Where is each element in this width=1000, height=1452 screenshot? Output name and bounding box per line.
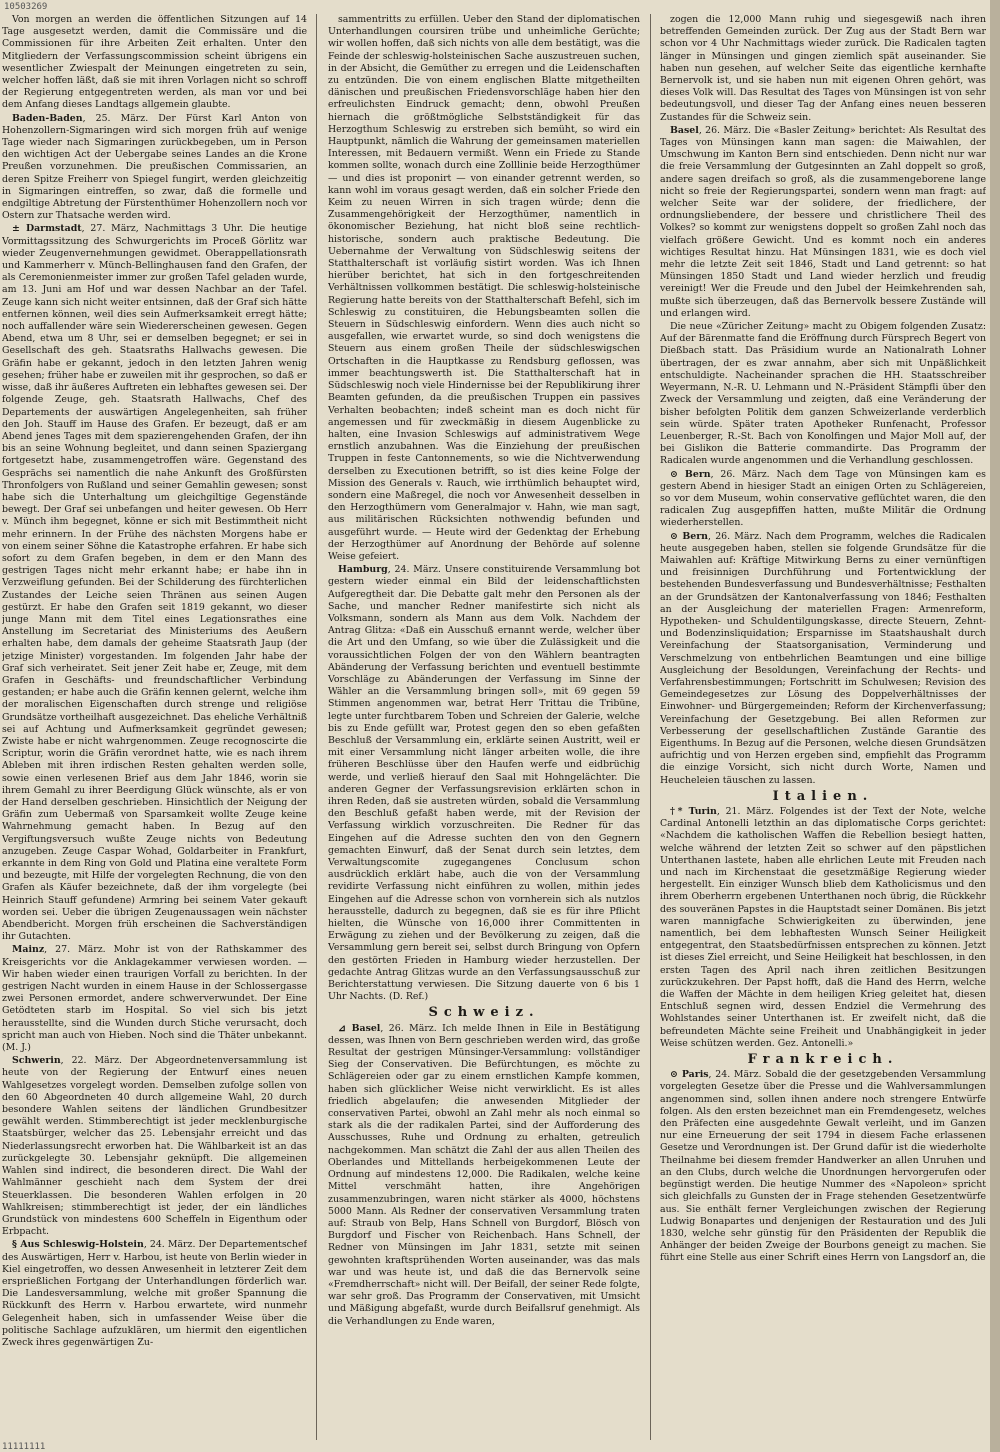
article-dateline: †* Turin	[670, 806, 717, 817]
article-text: , 24. März. Sobald die der gesetzgebenden Versammlung vorgelegten Gesetze über die Presse und die Wahlversammlungen angenommen sind, sollen ihnen andere noch strengere Entwürfe folgen. Als den ersten bezeichnet man ein Fremdengesetz, welches den Präfecten eine ausgedehnte Gewalt verleiht, und im Ganzen nur eine Erneuerung der seit 1794 in diesem Fache erlassenen Gesetze und Verordnungen ist. Der Grund dafür ist die wiederholte Theilnahme bei diesem fremder Handwerker an allen Unruhen und an den Clubs, durch welche die Unordnungen hervorgerufen oder begünstigt werden. Die heutige Nummer des «Napoleon» spricht sich gleichfalls zu Gunsten der in Frage stehenden Gesetzentwürfe aus. Sie enthält ferner Vergleichungen zwischen der Regierung Ludwig Bonapartes und denjenigen der Restauration und des Juli 1830, welche sehr günstig für den Präsidenten der Republik die Anhänger der beiden Zweige der Bourbons geneigt zu machen. Sie führt eine Stelle aus einer Schrift eines Herrn von Langsdorf an, die	[660, 1069, 986, 1264]
column-3	[660, 14, 986, 1440]
article-paragraph	[2, 14, 307, 112]
article-text: Die neue «Züricher Zeitung» macht zu Obigem folgenden Zusatz: Auf der Bärenmatte fand die Eröffnung durch Fürsprech Begert von Dießbach statt. Das Präsidium wurde an Nationalrath Lohner übertragen, der es zwar annahm, aber sich mit Unpäßlichkeit entschuldigte. Nacheinander sprachen die HH. Staatsschreiber Weyermann, N.-R. U. Lehmann und N.-Präsident Stämpfli über den Zweck der Versammlung und zeigten, daß eine Veränderung der bisher befolgten Politik dem ganzen Schweizerlande verderblich sein würde. Später traten Apotheker Runfenacht, Professor Leuenberger, R.-St. Bach von Konolfingen und Major Moll auf, der bei Gislikon die Batterie commandirte. Das Programm der Radicalen wurde angenommen und die Verhandlung geschlossen.	[660, 321, 986, 467]
article-text: , 24. März. Unsere constituirende Versammlung bot gestern wieder einmal ein Bild der leidenschaftlichsten Aufgeregtheit dar. Die Debatte galt mehr den Personen als der Sache, und mancher Redner manifestirte sich nicht als Volksmann, sondern als Mann aus dem Volk. Nachdem der Antrag Glitza: «Daß ein Ausschuß ernannt werde, welcher über die Art und den Umfang, so wie über die Zulässigkeit und die voraussichtlichen Folgen der von den Wählern beantragten Abänderung der Verfassung berichten und eventuell bestimmte Vorschläge zu Abänderungen der Verfassung im Sinne der Wähler an die Versammlung bringen soll», mit 69 gegen 59 Stimmen angenommen war, betrat Herr Trittau die Tribüne, legte unter furchtbarem Toben und Schreien der Galerie, welche bis zu Ende gefüllt war, Protest gegen den so eben gefaßten Beschluß der Versammlung ein, erklärte seinen Austritt, weil er mit einer Versammlung nicht länger arbeiten wolle, die ihre früheren Beschlüsse über den Haufen werfe und eidbrüchig werde, und verließ hierauf den Saal mit Hohngelächter. Die anderen Gegner der Verfassungsrevision erklärten schon in ihren Reden, daß sie austreten würden, sobald die Versammlung den Beschluß gefaßt haben werde, mit der Revision der Verfassung wirklich vorzuschreiten. Die Redner für das Eingehen auf die Adresse suchten den von den Gegnern gemachten Einwurf, daß der Senat durch sein letztes, dem Verwaltungscomite zugegangenes Conclusum schon ausdrücklich erklärt habe, auch die von der Versammlung revidirte Verfassung nicht einführen zu wollen, mithin jedes Eingehen auf die Adresse schon von vornherein sich als nutzlos herausstelle, dadurch zu begegnen, daß sie es für ihre Pflicht hielten, die Wünsche von 16,000 ihrer Committenten in Erwägung zu ziehen und der Bevölkerung zu zeigen, daß die Versammlung gern bereit sei, selbst durch Bringung von Opfern den gestörten Frieden in Hamburg wieder herzustellen. Der gedachte Antrag Glitzas wurde an den Verfassungsausschuß zur Berichterstattung verwiesen. Die Sitzung dauerte von 6 bis 1 Uhr Nachts. (D. Ref.)	[328, 564, 640, 1003]
article-dateline: Basel	[670, 124, 699, 136]
article-paragraph	[660, 125, 986, 320]
article-paragraph	[2, 1239, 307, 1349]
column-2	[328, 14, 640, 1440]
article-dateline: ⊙ Bern	[670, 468, 711, 480]
article-text: Von morgen an werden die öffentlichen Sitzungen auf 14 Tage ausgesetzt werden, damit die Commissäre und die Commissionen für ihre Arbeiten Zeit erhalten. Unter den Mitgliedern der Verfassungscommission scheint übrigens ein wesentlicher Zwiespalt der Meinungen eingetreten zu sein, welcher hoffen läßt, daß sie mit ihren Vorlagen nicht so schroff der Regierung entgegentreten werden, als man vor und bei dem Anfang dieses Landtags allgemein glaubte.	[2, 14, 307, 111]
article-text: , 26. März. Nach dem Programm, welches die Radicalen heute ausgegeben haben, stellen sie folgende Grundsätze für die Maiwahlen auf: Kräftige Mitwirkung Berns zu einer vernünftigen und freisinnigen Durchführung und Fortentwicklung der bestehenden Bundesverfassung und Bundesverhältnisse; Festhalten an der Grundsätzen der Kantonalverfassung von 1846; Festhalten an der Ausgleichung der materiellen Fragen: Armenreform, Hypotheken- und Schuldentilgungskasse, directe Steuern, Zehnt- und Bodenzinsliquidation; Ersparnisse im Staatshaushalt durch Vereinfachung der Staatsorganisation, Verminderung und Verschmelzung von entbehrlichen Beamtungen und eine billige Ausgleichung der Besoldungen, Vereinfachung der Rechts- und Verfahrensbestimmungen; Fortschritt im Schulwesen; Revision des Gemeindegesetzes zur Lösung des Doppelverhältnisses der Einwohner- und Bürgergemeinden; Reform der Kirchenverfassung; Vereinfachung der Gesetzgebung. Bei allen Reformen zur Verbesserung der gesellschaftlichen Zustände Garantie des Eigenthums. In Bezug auf die Personen, welche diesen Grundsätzen aufrichtig und von Herzen ergeben sind, empfiehlt das Programm die einzige Vorsicht, sich nicht durch Worte, Namen und Heucheleien täuschen zu lassen.	[660, 530, 986, 786]
article-paragraph	[660, 14, 986, 124]
article-dateline: Mainz	[12, 944, 45, 956]
article-dateline: Schwerin	[12, 1055, 61, 1067]
article-text: , 26. März. Nach dem Tage von Münsingen kam es gestern Abend in hiesiger Stadt an einigen Orten zu Schlägereien, so vor dem Museum, wohin conservative geflüchtet waren, die den radicalen Zug ausgepfiffen hatten, mußte Militär die Ordnung wiederherstellen.	[660, 468, 986, 529]
article-text: , 26. März. Ich melde Ihnen in Eile in Bestätigung dessen, was Ihnen von Bern geschrieben werden wird, das große Resultat der gestrigen Münsinger-Versammlung: vollständiger Sieg der Conservativen. Die Befürchtungen, es möchte zu Schlägereien oder gar zu einem ernstlichen Kampfe kommen, haben sich glücklicher Weise nicht verwirklicht. Es ist alles friedlich abgelaufen; die anwesenden Mitglieder der conservativen Partei, obwohl an Zahl mehr als noch einmal so stark als die der radikalen Partei, sind der Aufforderung des Ausschusses, Ruhe und Ordnung zu erhalten, getreulich nachgekommen. Man schätzt die Zahl der aus allen Theilen des Oberlandes und Mittellands herbeigekommenen Leute der Ordnung auf mindestens 12,000. Die Radikalen, welche keine Mittel verschmäht hatten, ihre Angehörigen zusammenzubringen, waren nicht stärker als 4000, höchstens 5000 Mann. Als Redner der conservativen Versammlung traten auf: Straub von Belp, Hans Schnell von Burgdorf, Blösch von Burgdorf und Fischer von Reichenbach. Hans Schnell, der Redner von Münsingen im Jahr 1831, setzte mit seinen gewohnten kraftsprühenden Worten auseinander, was das mals war und was heute ist, und daß die das Bernervolk seine «Fremdherrschaft» nicht will. Der Beifall, der seiner Rede folgte, war sehr groß. Das Programm der Conservativen, mit Umsicht und Mäßigung abgefaßt, wurde durch Beifallsruf genehmigt. Als die Verhandlungen zu Ende waren,	[328, 1022, 640, 1327]
article-text: sammentritts zu erfüllen. Ueber den Stand der diplomatischen Unterhandlungen coursiren trübe und unheimliche Gerüchte; wir wollen hoffen, daß sich nichts von alle dem bestätigt, was die Feinde der schleswig-holsteinischen Sache auszustreuen suchen, in der Absicht, die Gemüther zu erregen und die Leidenschaften zu entzünden. Die von einem englischen Blatte mitgetheilten dänischen und preußischen Friedensvorschläge haben hier den erfreulichsten Eindruck gemacht; denn, obwohl Preußen hiernach die größtmögliche Selbstständigkeit für das Herzogthum Schleswig zu erstreben sich bemüht, so wird ein Hauptpunkt, nämlich die Wahrung der gemeinsamen materiellen Interessen, mit Bedauern vermißt. Wenn ein Friede zu Stande kommen sollte, wonach durch eine Zolllinie beide Herzogthümer — und dies ist proponirt — von einander getrennt werden, so kann wohl im voraus gesagt werden, daß ein solcher Friede den Keim zu neuen Wirren in sich tragen würde; denn die Zusammengehörigkeit der Herzogthümer, namentlich in ökonomischer Beziehung, hat nicht bloß seine rechtlich-historische, sondern auch praktische Bedeutung. Die Uebernahme der Verwaltung von Südschleswig seitens der Statthalterschaft ist vorläufig sistirt worden. Was ich Ihnen hierüber berichtet, hat sich in den fortgeschreitenden Verhältnissen vollkommen bestätigt. Die schleswig-holsteinische Regierung hatte bereits von der Statthalterschaft Befehl, sich im Schleswig zu constituiren, die Hebungsbeamten sollen die Steuern in Südschleswig einfordern. Wenn dies auch nicht so ausgefallen, wie erwartet wurde, so sind doch wenigstens die Steuern aus einem großen Theile der südschleswigschen Ortschaften in die Hauptkasse zu Rendsburg geflossen, was immer beachtungswerth ist. Die Statthalterschaft hat in Südschleswig noch viele Hindernisse bei der Republikirung ihrer Beamten gefunden, da die preußischen Truppen ein passives Verhalten beobachten; indeß scheint man es doch nicht für angemessen und für zweckmäßig in diesem Augenblicke zu halten, eine Invasion Schleswigs auf administrativem Wege ernstlich anzubahnen. Was die Einziehung der preußischen Truppen in feste Cantonnements, so wie die Nichtverwendung derselben zu Executionen betrifft, so ist dies keine Folge der Mission des Generals v. Rauch, wie irrthümlich behauptet wird, sondern eine Maßregel, die noch vor Anwesenheit desselben in den Herzogthümern vom Generalmajor v. Hahn, wie man sagt, aus militärischen Rücksichten nothwendig befunden und ausgeführt wurde. — Heute wird der Gedenktag der Erhebung der Herzogthümer auf Anordnung der Behörde auf solenne Weise gefeiert.	[328, 14, 640, 562]
section-heading: Italien.	[772, 788, 874, 804]
article-dateline: Hamburg	[338, 564, 388, 576]
page-id: 10503269	[4, 2, 48, 12]
column-divider	[650, 14, 651, 1440]
article-dateline: ⊿ Basel	[338, 1022, 381, 1034]
article-text: , 24. März. Der Departementschef des Auswärtigen, Herr v. Harbou, ist heute von Berlin wieder in Kiel eingetroffen, wo dessen Anwesenheit in letzterer Zeit dem ersprießlichen Fortgang der Unterhandlungen förderlich war. Die Landesversammlung, welche mit großer Spannung die Rückkunft des Herrn v. Harbou erwartete, wird nunmehr Gelegenheit haben, sich in umfassender Weise über die politische Sachlage aufzuklären, um hiermit den eigentlichen Zweck ihres gegenwärtigen Zu-	[2, 1239, 307, 1348]
article-dateline: ± Darmstadt	[12, 223, 82, 235]
section-heading: Frankreich.	[747, 1052, 899, 1068]
article-paragraph	[328, 1023, 640, 1328]
article-text: zogen die 12,000 Mann ruhig und siegesgewiß nach ihren betreffenden Gemeinden zurück. Der Zug aus der Stadt Bern war schon vor 4 Uhr Nachmittags wieder zurück. Die Radicalen tagten länger in Münsingen und gingen ziemlich spät auseinander. Sie haben nun gesehen, auf welcher Seite das eigentliche kernhafte Bernervolk ist, und sie haben nun mit eigenen Ohren gehört, was dieses Volk will. Das Resultat des Tages von Münsingen ist von sehr bedeutungsvoll, und dieser Tag der Anfang eines neuen besseren Zustandes für die Schweiz sein.	[660, 14, 986, 123]
article-dateline: ⊙ Paris	[670, 1069, 709, 1081]
article-dateline: ⊙ Bern	[670, 530, 708, 542]
article-text: , 21. März. Folgendes ist der Text der Note, welche Cardinal Antonelli letzthin an das diplomatische Corps gerichtet: «Nachdem die katholischen Waffen die Rebellion besiegt hatten, welche während der letzten Zeit so schwer auf den päpstlichen Unterthanen lastete, haben alle ehrlichen Leute mit Freuden nach und nach im Kirchenstaat die gesetzmäßige Regierung wieder hergestellt. Ein einziger Wunsch blieb dem Katholicismus und den ihrem Oberherrn ergebenen Unterthanen noch übrig, die Rückkehr des souveränen Papstes in die Hauptstadt seiner Domänen. Bis jetzt waren mannigfache Schwierigkeiten zu überwinden, jene namentlich, bei dem lebhaftesten Wunsch Seiner Heiligkeit entgegentrat, den Staatsbedürfnissen entsprechen zu können. Jetzt ist dieses Ziel erreicht, und Seine Heiligkeit hat beschlossen, in den ersten Tagen des April nach ihren zeitlichen Besitzungen zurückzukehren. Der Papst hofft, daß die Hand des Herrn, welche die Waffen der Mächte in dem heiligen Krieg geleitet hat, diesen Entschluß segnen wird, dessen Endziel die Vermehrung des Wohlstandes seiner Unterthanen ist. Er zweifelt nicht, daß die befreundeten Mächte seine Freiheit und Unabhängigkeit in jeder Weise schützen werden. Gez. Antonelli.»	[660, 806, 986, 1049]
section-heading: Schweiz.	[428, 1005, 540, 1021]
article-dateline: § Aus Schleswig-Holstein	[12, 1239, 144, 1251]
article-paragraph	[660, 469, 986, 530]
article-paragraph	[660, 321, 986, 467]
article-paragraph	[328, 564, 640, 1003]
article-paragraph	[660, 806, 986, 1050]
article-text: , 27. März, Nachmittags 3 Uhr. Die heutige Vormittagssitzung des Schwurgerichts im Proceß Görlitz war wieder Zeugenvernehmungen gewidmet. Oberappellationsrath und Kammerherr v. Münch-Bellinghausen fand den Grafen, der als Ceremonienmeister immer zur großen Tafel geladen wurde, am 13. Juni am Hof und war dessen Nachbar an der Tafel. Zeuge kann sich nicht weiter entsinnen, daß der Graf sich hätte entfernen können, weil dies sein Aufmerksamkeit erregt hätte; noch auffallender wäre sein Wiedererscheinen gewesen. Gegen Abend, etwa um 8 Uhr, sei er demselben begegnet; er sei in Gesellschaft des geh. Staatsraths Hallwachs gewesen. Die Gräfin habe er gekannt, jedoch in den letzten Jahren wenig gesehen; früher habe er zuweilen mit ihr gesprochen, so daß er wisse, daß ihr äußeres Auftreten ein lebhaftes gewesen sei. Der folgende Zeuge, geh. Staatsrath Hallwachs, Chef des Departements der auswärtigen Angelegenheiten, sah früher den Joh. Stauff im Hause des Grafen. Er bezeugt, daß er am Abend jenes Tages mit dem spazierengehenden Grafen, der ihn bis an seine Wohnung begleitet, und dann seinen Spaziergang fortgesetzt habe, zusammengetroffen wäre. Gegenstand des Gesprächs sei namentlich die nahe Ankunft des Großfürsten Thronfolgers von Rußland und seiner Gemahlin gewesen; sonst habe sich die Unterhaltung um gleichgiltige Gegenstände bewegt. Der Graf sei unbefangen und heiter gewesen. Ob Herr v. Münch ihm begegnet, könne er sich mit Bestimmtheit nicht mehr erinnern. In der Frühe des nächsten Morgens habe er von einem seiner Söhne die Katastrophe erfahren. Er habe sich sofort zu dem Grafen begeben, in dem er den Mann des gestrigen Tages nicht mehr erkannt habe; er habe ihn in Verzweiflung gefunden. Bei der Schilderung des fürchterlichen Zustandes der Leiche seien Thränen aus seinen Augen gestürzt. Er habe den Grafen seit 1819 gekannt, wo dieser junge Mann mit dem Titel eines Legationsrathes eine Anstellung im Secretariat des Ministeriums des Aeußern erhalten habe, dem damals der geheime Staatsrath Jaup (der jetzige Minister) vorgestanden. Im folgenden Jahr habe der Graf sich verheiratet. Seit jener Zeit habe er, Zeuge, mit dem Grafen in Geschäfts- und freundschaftlicher Verbindung gestanden; er habe auch die Gräfin kennen gelernt, welche ihm der moralischen Eigenschaften durch strenge und religiöse Grundsätze vortheilhaft ausgezeichnet. Das eheliche Verhältniß sei auf Achtung und Aufmerksamkeit gegründet gewesen; Zwiste habe er nicht wahrgenommen. Zeuge recognoscirte die Scriptur, worin die Gräfin verordnet hatte, wie es nach ihrem Ableben mit ihren irdischen Resten gehalten werden solle, sowie einen verlesenen Brief aus dem Jahr 1846, worin sie ihrem Gemahl zu ihrer Beerdigung Glück wünschte, als er von der Hand derselben geschrieben. Hinsichtlich der Neigung der Gräfin zum Uebermaß von Sparsamkeit wollte Zeuge keine Wahrnehmung gemacht haben. In Bezug auf den Vergiftungsversuch wußte Zeuge nichts von Bedeutung anzugeben. Zeuge Caspar Wohad, Goldarbeiter in Frankfurt, erkannte in dem Ring von Gold und Platina eine veraltete Form und bezeugte, mit Hilfe der vorgelegten Rechnung, die von den Grafen als Käufer bezeichnete, daß der ihm vorgelegte (bei Heinrich Stauff gefundene) Armring bei seinem Vater gekauft worden sei. Ueber die übrigen Zeugenaussagen wein nächster Abendbericht. Morgen früh erscheinen die Sachverständigen ihr Gutachten.	[2, 223, 307, 943]
article-paragraph	[660, 531, 986, 787]
article-paragraph	[328, 14, 640, 563]
bottom-mark: 11111111	[2, 1442, 46, 1452]
article-paragraph	[2, 1055, 307, 1238]
column-divider	[316, 14, 317, 1440]
article-paragraph	[2, 223, 307, 943]
article-paragraph	[2, 113, 307, 223]
article-text: , 25. März. Der Fürst Karl Anton von Hohenzollern-Sigmaringen wird sich morgen früh auf wenige Tage wieder nach Sigmaringen zurückbegeben, um in Person den wichtigen Act der Uebergabe seines Landes an die Krone Preußen vorzunehmen. Die preußischen Commissarien, an deren Spitze Freiherr von Spiegel fungirt, werden gleichzeitig in Sigmaringen eintreffen, so zwar, daß die formelle und endgiltige Abtretung der Fürstenthümer Hohenzollern noch vor Ostern zur Thatsache werden wird.	[2, 112, 307, 222]
article-paragraph	[2, 944, 307, 1054]
article-dateline: Baden-Baden	[12, 112, 83, 124]
article-text: , 27. März. Mohr ist von der Rathskammer des Kreisgerichts vor die Anklagekammer verwiesen worden. — Wir haben wieder einen traurigen Vorfall zu berichten. In der gestrigen Nacht wurden in einem Hause in der Schlossergasse zwei Personen ermordet, andere schwerverwundet. Der Eine Getödteten starb im Hospital. So viel sich bis jetzt herausstellte, sind die Wunden durch Stiche verursacht, doch spricht man auch von Hieben. Noch sind die Thäter unbekannt. (M. J.)	[2, 944, 307, 1054]
page-edge	[990, 0, 1000, 1452]
article-paragraph	[660, 1069, 986, 1264]
column-1	[2, 14, 307, 1440]
article-text: , 26. März. Die «Basler Zeitung» berichtet: Als Resultat des Tages von Münsingen kann man sagen: die Maiwahlen, der Umschwung im Kanton Bern sind entschieden. Denn nicht nur war die freie Versammlung der Gutgesinnten an Zahl doppelt so groß, andere sagen dreifach so groß, als die zusammengeborene lange nicht so freie der Regierungspartei, sondern wenn man fragt: auf welcher Seite war der solidere, der friedlichere, der ordnungsliebendere, der bessere und christlichere Theil des Volkes? so kommt zur wenigstens doppelt so großen Zahl noch das vielfach größere Gewicht. Und es kommt noch ein anderes wichtiges Resultat hinzu. Hat Münsingen 1831, wie es doch viel mehr die letzte Zeit seit 1846, Stadt und Land getrennt: so hat Münsingen 1850 Stadt und Land wieder herzlich und freudig vereinigt! Wer die Freude und den Jubel der Heimkehrenden sah, mußte sich überzeugen, daß das Bernervolk bessere Zustände will und erlangen wird.	[660, 124, 986, 319]
article-text: , 22. März. Der Abgeordnetenversammlung ist heute von der Regierung der Entwurf eines neuen Wahlgesetzes vorgelegt worden. Demselben zufolge sollen von den 60 Abgeordneten 40 durch allgemeine Wahl, 20 durch besondere Wahlen seitens der ländlichen Grundbesitzer gewählt werden. Stimmberechtigt ist jeder mecklenburgische Staatsbürger, welcher das 25. Lebensjahr erreicht und das Niederlassungsrecht erworben hat. Die Wählbarkeit ist an das zurückgelegte 30. Lebensjahr geknüpft. Die allgemeinen Wahlen sind indirect, die besonderen direct. Die Wahl der Wahlmänner geschieht nach dem System der drei Steuerklassen. Die besonderen Wahlen erfolgen in 20 Wahlkreisen; stimmberechtigt ist jeder, der ein ländliches Grundstück von mindestens 600 Scheffeln in Eigenthum oder Erbpacht.	[2, 1055, 307, 1238]
